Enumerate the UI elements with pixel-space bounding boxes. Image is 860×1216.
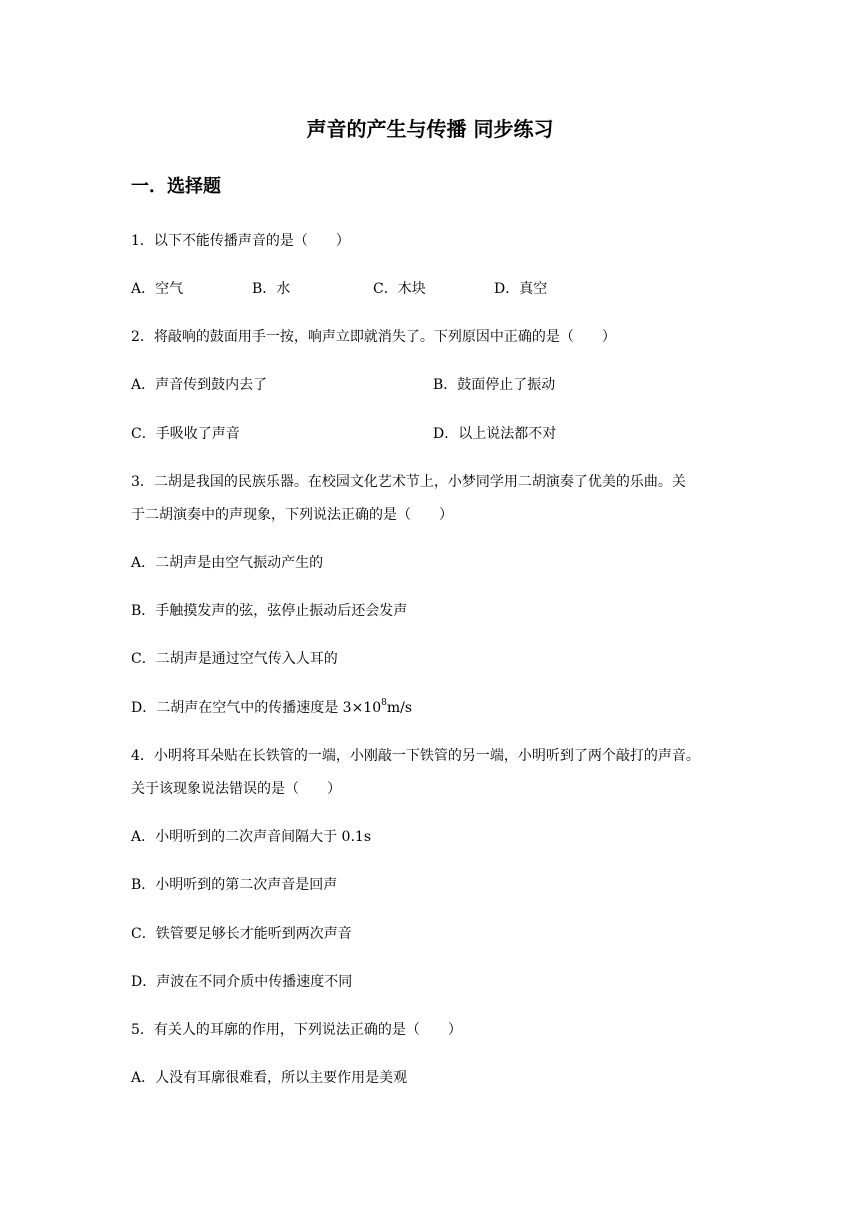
question-3-stem-line-1: 3．二胡是我国的民族乐器。在校园文化艺术节上，小梦同学用二胡演奏了优美的乐曲。关 [131,474,686,490]
question-1-option-c: C．木块 [373,281,426,297]
question-4-option-d: D．声波在不同介质中传播速度不同 [131,974,353,990]
question-5-option-a: A．人没有耳廓很难看，所以主要作用是美观 [131,1070,408,1086]
question-3-option-d [131,697,412,719]
question-5-stem: 5．有关人的耳廓的作用，下列说法正确的是（ ） [131,1022,462,1038]
question-3-option-d-exponent: 8 [381,698,387,709]
question-3-option-d-text: D．二胡声在空气中的传播速度是 3×10 [131,700,382,716]
section-heading: 一．选择题 [131,176,221,197]
question-3-option-a: A．二胡声是由空气振动产生的 [131,555,324,571]
question-2-option-b: B．鼓面停止了振动 [433,377,556,393]
question-4-option-b: B．小明听到的第二次声音是回声 [131,877,338,893]
page-title: 声音的产生与传播 同步练习 [306,117,554,141]
question-4-option-a: A．小明听到的二次声音间隔大于 0.1s [131,829,372,845]
question-2-option-c: C．手吸收了声音 [131,426,240,442]
question-2-option-a: A．声音传到鼓内去了 [131,377,268,393]
question-2-stem: 2．将敲响的鼓面用手一按，响声立即就消失了。下列原因中正确的是（ ） [131,329,616,345]
question-3-stem-line-2: 于二胡演奏中的声现象，下列说法正确的是（ ） [131,507,453,523]
question-1-option-a: A．空气 [131,281,184,297]
question-1-stem: 1．以下不能传播声音的是（ ） [131,233,350,249]
question-2-option-d: D．以上说法都不对 [433,426,557,442]
question-1-option-b: B．水 [252,281,291,297]
question-3-option-c: C．二胡声是通过空气传入人耳的 [131,651,338,667]
question-4-stem-line-2: 关于该现象说法错误的是（ ） [131,781,341,797]
question-3-option-b: B．手触摸发声的弦，弦停止振动后还会发声 [131,603,408,619]
question-4-option-c: C．铁管要足够长才能听到两次声音 [131,926,352,942]
question-1-option-d: D．真空 [494,281,548,297]
question-4-stem-line-1: 4．小明将耳朵贴在长铁管的一端，小刚敲一下铁管的另一端，小明听到了两个敲打的声音。 [131,748,700,764]
question-3-option-d-unit: m/s [386,700,413,716]
